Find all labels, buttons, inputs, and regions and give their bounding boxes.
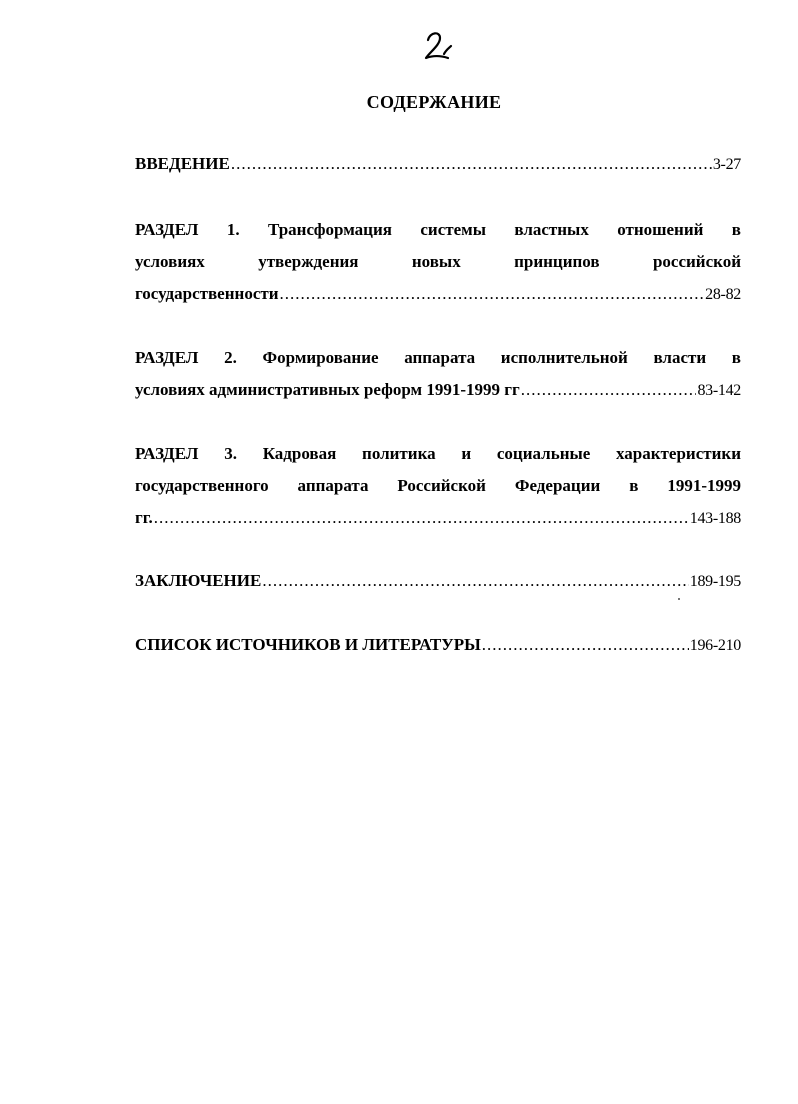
toc-line [135, 565, 741, 598]
dot-leader [262, 565, 688, 597]
toc-line [135, 374, 741, 407]
toc-entry-introduction [135, 148, 741, 181]
dot-leader [231, 148, 712, 180]
toc-line: РАЗДЕЛ 3. Кадровая политика и социальные характеристики [135, 444, 741, 463]
dot-leader [154, 502, 689, 534]
toc-entry-title: ЗАКЛЮЧЕНИЕ [135, 571, 262, 590]
scan-speck [678, 598, 680, 600]
toc-entry-bibliography [135, 629, 741, 662]
toc-entry-section-1 [135, 214, 741, 311]
handwritten-page-number-mark [418, 28, 458, 64]
page-title: СОДЕРЖАНИЕ [366, 92, 502, 112]
toc-line: государственного аппарата Российской Федерации в 1991-1999 [135, 476, 741, 495]
toc-entry-title: гг. [135, 508, 153, 527]
toc-line: условиях утверждения новых принципов российской [135, 252, 741, 271]
toc-entry-title: государственности [135, 284, 279, 303]
toc-page-range: 196-210 [689, 637, 741, 654]
toc-page-range: 28-82 [705, 286, 741, 303]
dot-leader [280, 278, 705, 310]
toc-page-range: 83-142 [697, 382, 741, 399]
toc-page-range: 3-27 [712, 156, 741, 173]
toc-entry-section-3 [135, 438, 741, 535]
toc-entry-title: ВВЕДЕНИЕ [135, 154, 230, 173]
dot-leader [521, 374, 697, 406]
toc-entry-title: условиях административных реформ 1991-1999 гг [135, 380, 520, 399]
toc-entry-conclusion [135, 565, 741, 598]
toc-line [135, 502, 741, 535]
toc-page-range: 143-188 [689, 510, 741, 527]
toc-entry-title: СПИСОК ИСТОЧНИКОВ И ЛИТЕРАТУРЫ [135, 635, 481, 654]
toc-entry-section-2 [135, 342, 741, 407]
dot-leader [482, 629, 689, 661]
toc-line [135, 148, 741, 181]
handwritten-page-number [418, 28, 458, 64]
toc-line [135, 629, 741, 662]
toc-page-range: 189-195 [689, 573, 741, 590]
toc-line [135, 278, 741, 311]
toc-line: РАЗДЕЛ 2. Формирование аппарата исполнительной власти в [135, 348, 741, 367]
toc-line: РАЗДЕЛ 1. Трансформация системы властных отношений в [135, 220, 741, 239]
